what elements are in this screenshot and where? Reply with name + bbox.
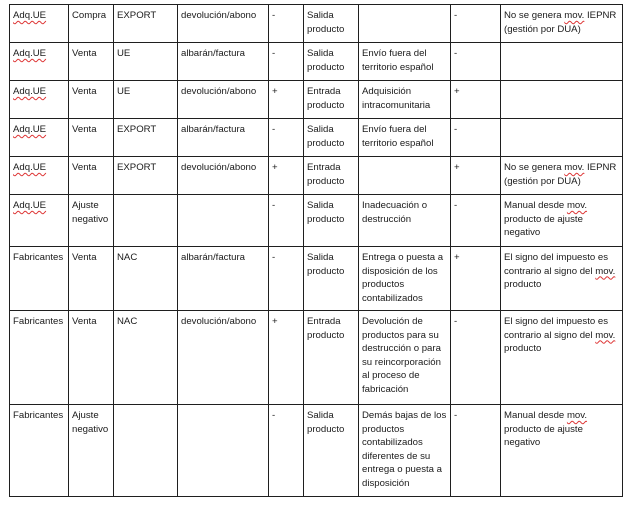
- cell-notes: [501, 5, 623, 43]
- spellcheck-mark: mov.: [595, 265, 616, 277]
- scope-text: NAC: [117, 252, 138, 263]
- cell-entity: [10, 157, 69, 195]
- cell-sign: [269, 195, 304, 247]
- cell-scope: [114, 5, 178, 43]
- cell-notes: [501, 119, 623, 157]
- operation-text: Venta: [72, 162, 97, 173]
- cell-description: [359, 119, 451, 157]
- cell-movement: [304, 5, 359, 43]
- tax-movement-table: [9, 4, 623, 497]
- cell-sign: [269, 247, 304, 311]
- table-row: [10, 5, 623, 43]
- cell-description: [359, 405, 451, 497]
- cell-entity: [10, 247, 69, 311]
- cell-notes: [501, 247, 623, 311]
- cell-description: [359, 195, 451, 247]
- tax-sign-text: -: [454, 410, 458, 421]
- scope-text: EXPORT: [117, 10, 157, 21]
- cell-entity: [10, 195, 69, 247]
- operation-text: Venta: [72, 316, 97, 327]
- operation-text: Venta: [72, 252, 97, 263]
- cell-tax-sign: [451, 81, 501, 119]
- spellcheck-mark: Adq.UE: [13, 162, 47, 173]
- document-text: albarán/factura: [181, 252, 245, 263]
- description-text: Adquisición intracomunitaria: [362, 86, 431, 111]
- cell-tax-sign: [451, 157, 501, 195]
- spellcheck-mark: mov.: [595, 329, 616, 341]
- operation-text: Compra: [72, 10, 107, 21]
- cell-operation: [69, 157, 114, 195]
- movement-text: Salida producto: [307, 48, 345, 73]
- spellcheck-mark: Adq.UE: [13, 10, 47, 21]
- cell-description: [359, 157, 451, 195]
- scope-text: EXPORT: [117, 162, 157, 173]
- cell-tax-sign: [451, 405, 501, 497]
- cell-document: [178, 5, 269, 43]
- entity-text: Fabricantes: [13, 410, 64, 421]
- cell-document: [178, 247, 269, 311]
- sign-text: +: [272, 162, 278, 173]
- notes-text: No se genera mov. IEPNR (gestión por DUA): [504, 162, 617, 187]
- entity-text: [13, 10, 46, 21]
- entity-text: [13, 162, 46, 173]
- description-text: Entrega o puesta a disposición de los productos contabilizados: [362, 252, 444, 304]
- cell-sign: [269, 311, 304, 405]
- cell-sign: [269, 5, 304, 43]
- notes-text: El signo del impuesto es contrario al signo del mov. producto: [504, 316, 616, 354]
- cell-document: [178, 43, 269, 81]
- cell-sign: [269, 157, 304, 195]
- sign-text: +: [272, 86, 278, 97]
- document-text: devolución/abono: [181, 10, 257, 21]
- tax-sign-text: -: [454, 316, 458, 327]
- cell-entity: [10, 311, 69, 405]
- movement-text: Entrada producto: [307, 162, 345, 187]
- tax-sign-text: -: [454, 10, 458, 21]
- cell-scope: [114, 81, 178, 119]
- entity-text: [13, 124, 46, 135]
- document-text: devolución/abono: [181, 162, 257, 173]
- scope-text: UE: [117, 48, 131, 59]
- operation-text: Venta: [72, 124, 97, 135]
- tax-sign-text: +: [454, 162, 460, 173]
- movement-text: Salida producto: [307, 200, 345, 225]
- cell-notes: [501, 311, 623, 405]
- cell-scope: [114, 247, 178, 311]
- table-row: [10, 43, 623, 81]
- cell-operation: [69, 43, 114, 81]
- scope-text: UE: [117, 86, 131, 97]
- cell-movement: [304, 247, 359, 311]
- operation-text: Ajuste negativo: [72, 200, 109, 225]
- notes-text: No se genera mov. IEPNR (gestión por DUA): [504, 10, 617, 35]
- cell-sign: [269, 119, 304, 157]
- entity-text: Fabricantes: [13, 252, 64, 263]
- notes-text: Manual desde mov. producto de ajuste negativo: [504, 410, 588, 448]
- cell-scope: [114, 405, 178, 497]
- cell-entity: [10, 43, 69, 81]
- movement-text: Entrada producto: [307, 316, 345, 341]
- cell-sign: [269, 81, 304, 119]
- tax-sign-text: -: [454, 200, 458, 211]
- cell-description: [359, 81, 451, 119]
- cell-movement: [304, 81, 359, 119]
- table-row: [10, 405, 623, 497]
- spellcheck-mark: mov.: [564, 162, 585, 173]
- cell-description: [359, 5, 451, 43]
- cell-tax-sign: [451, 247, 501, 311]
- cell-document: [178, 405, 269, 497]
- sign-text: -: [272, 200, 276, 211]
- entity-text: [13, 200, 46, 211]
- cell-movement: [304, 195, 359, 247]
- movement-text: Salida producto: [307, 252, 345, 277]
- cell-scope: [114, 119, 178, 157]
- table-row: [10, 247, 623, 311]
- cell-scope: [114, 157, 178, 195]
- cell-tax-sign: [451, 195, 501, 247]
- entity-text: [13, 48, 46, 59]
- sign-text: -: [272, 124, 276, 135]
- cell-document: [178, 311, 269, 405]
- description-text: Inadecuación o destrucción: [362, 200, 428, 225]
- table-row: [10, 81, 623, 119]
- sign-text: -: [272, 48, 276, 59]
- scope-text: EXPORT: [117, 124, 157, 135]
- document-text: albarán/factura: [181, 48, 245, 59]
- cell-entity: [10, 5, 69, 43]
- spellcheck-mark: mov.: [566, 200, 588, 211]
- sign-text: -: [272, 10, 276, 21]
- operation-text: Venta: [72, 48, 97, 59]
- cell-notes: [501, 195, 623, 247]
- cell-description: [359, 43, 451, 81]
- scope-text: NAC: [117, 316, 138, 327]
- spellcheck-mark: mov.: [566, 410, 588, 421]
- sign-text: +: [272, 316, 278, 327]
- cell-tax-sign: [451, 119, 501, 157]
- cell-notes: [501, 405, 623, 497]
- cell-notes: [501, 157, 623, 195]
- cell-movement: [304, 157, 359, 195]
- cell-description: [359, 311, 451, 405]
- cell-document: [178, 157, 269, 195]
- cell-notes: [501, 43, 623, 81]
- operation-text: Venta: [72, 86, 97, 97]
- cell-sign: [269, 405, 304, 497]
- cell-tax-sign: [451, 43, 501, 81]
- spellcheck-mark: mov.: [564, 10, 585, 21]
- notes-text: El signo del impuesto es contrario al signo del mov. producto: [504, 252, 616, 290]
- spellcheck-mark: Adq.UE: [13, 48, 47, 59]
- cell-entity: [10, 119, 69, 157]
- movement-text: Salida producto: [307, 410, 345, 435]
- cell-operation: [69, 405, 114, 497]
- cell-document: [178, 195, 269, 247]
- description-text: Envío fuera del territorio español: [362, 124, 434, 149]
- spellcheck-mark: Adq.UE: [13, 86, 47, 97]
- cell-operation: [69, 247, 114, 311]
- cell-tax-sign: [451, 311, 501, 405]
- tax-sign-text: +: [454, 86, 460, 97]
- cell-movement: [304, 311, 359, 405]
- cell-tax-sign: [451, 5, 501, 43]
- entity-text: [13, 86, 46, 97]
- table-row: [10, 311, 623, 405]
- description-text: Envío fuera del territorio español: [362, 48, 434, 73]
- sign-text: -: [272, 410, 276, 421]
- spellcheck-mark: Adq.UE: [13, 124, 47, 135]
- cell-notes: [501, 81, 623, 119]
- cell-description: [359, 247, 451, 311]
- cell-operation: [69, 81, 114, 119]
- tax-sign-text: +: [454, 252, 460, 263]
- operation-text: Ajuste negativo: [72, 410, 109, 435]
- notes-text: Manual desde mov. producto de ajuste negativo: [504, 200, 588, 238]
- cell-movement: [304, 43, 359, 81]
- cell-entity: [10, 405, 69, 497]
- cell-scope: [114, 43, 178, 81]
- movement-text: Salida producto: [307, 10, 345, 35]
- sign-text: -: [272, 252, 276, 263]
- cell-operation: [69, 195, 114, 247]
- movement-text: Salida producto: [307, 124, 345, 149]
- table-row: [10, 119, 623, 157]
- cell-operation: [69, 119, 114, 157]
- cell-document: [178, 119, 269, 157]
- cell-operation: [69, 311, 114, 405]
- tax-sign-text: -: [454, 124, 458, 135]
- cell-document: [178, 81, 269, 119]
- cell-entity: [10, 81, 69, 119]
- table-row: [10, 157, 623, 195]
- table-body: [10, 5, 623, 497]
- spellcheck-mark: Adq.UE: [13, 200, 47, 211]
- document-text: albarán/factura: [181, 124, 245, 135]
- movement-text: Entrada producto: [307, 86, 345, 111]
- entity-text: Fabricantes: [13, 316, 64, 327]
- cell-movement: [304, 119, 359, 157]
- cell-scope: [114, 195, 178, 247]
- tax-sign-text: -: [454, 48, 458, 59]
- cell-scope: [114, 311, 178, 405]
- description-text: Demás bajas de los productos contabilizados diferentes de su entrega o puesta a disposición: [362, 410, 447, 489]
- document-text: devolución/abono: [181, 316, 257, 327]
- cell-sign: [269, 43, 304, 81]
- document-text: devolución/abono: [181, 86, 257, 97]
- cell-operation: [69, 5, 114, 43]
- description-text: Devolución de productos para su destrucción o para su reincorporación al proceso de fabricación: [362, 316, 441, 395]
- table-row: [10, 195, 623, 247]
- cell-movement: [304, 405, 359, 497]
